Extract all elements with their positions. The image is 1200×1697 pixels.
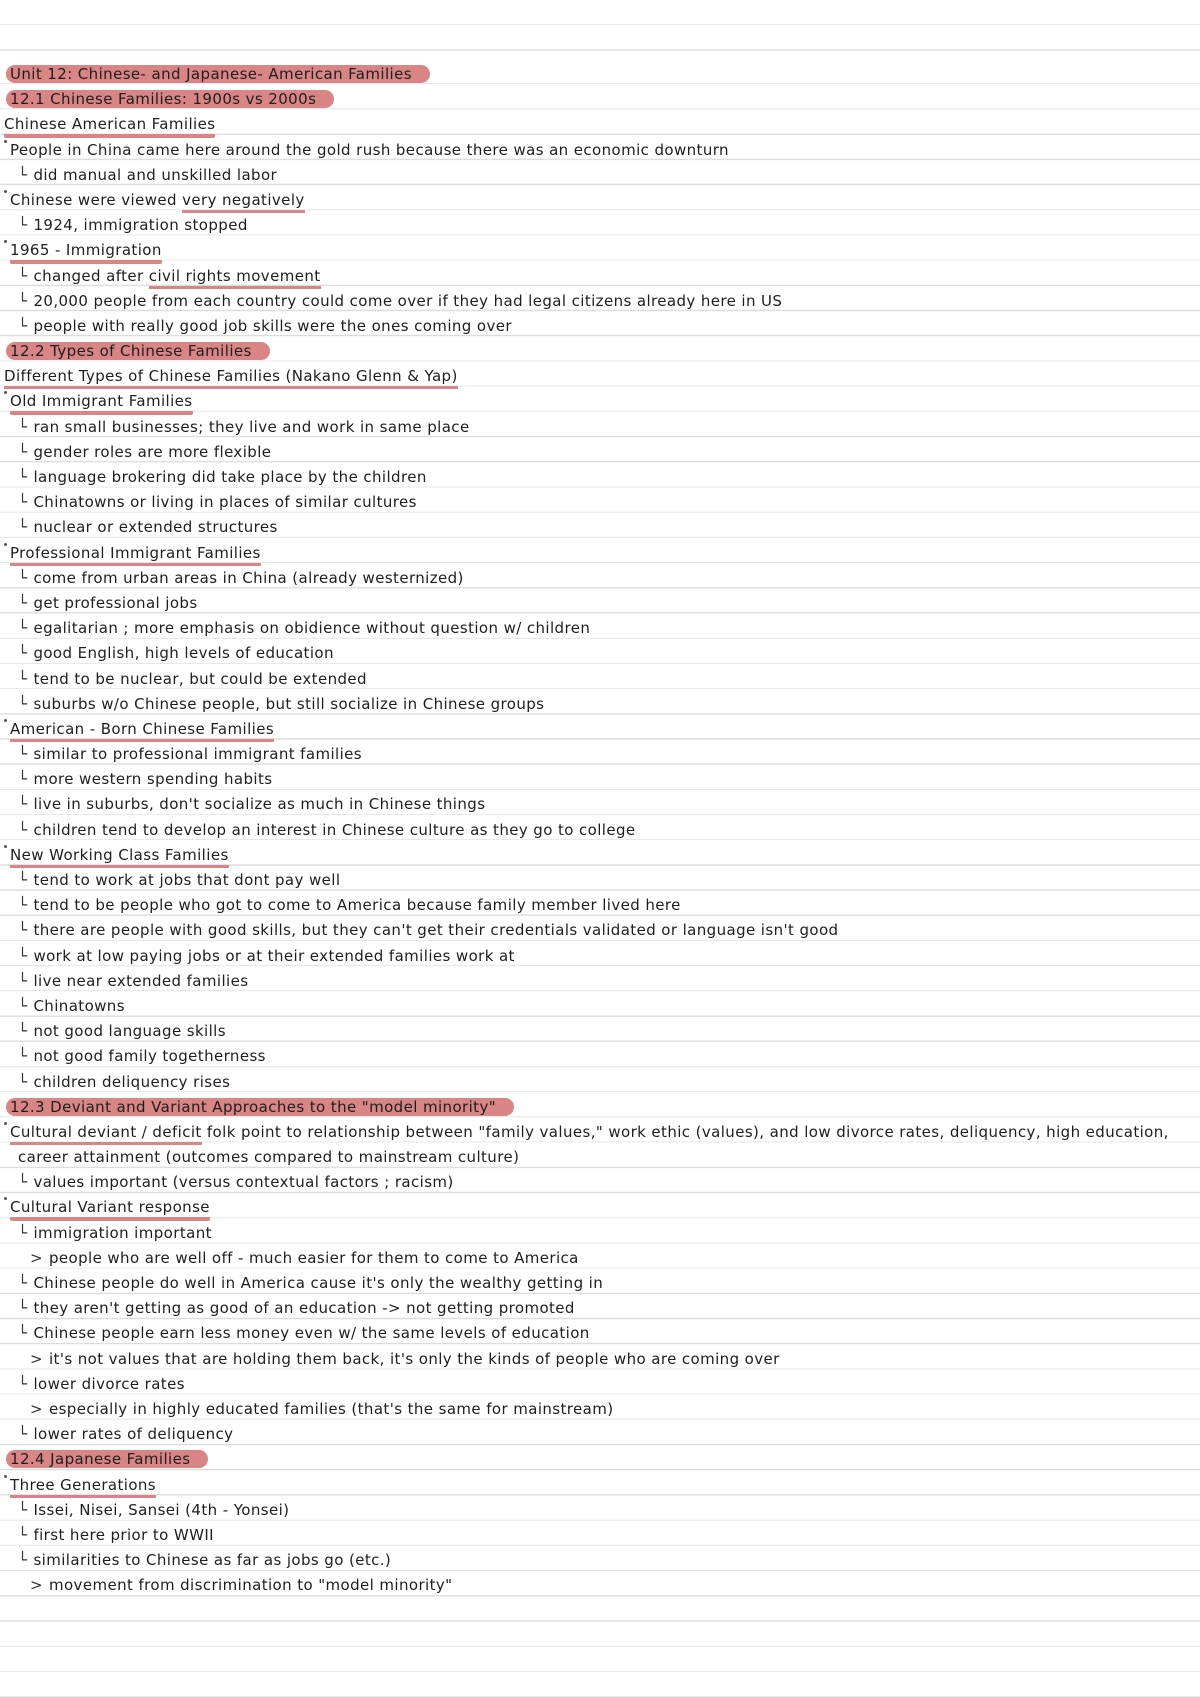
sub-bullet-icon: └: [18, 1324, 28, 1343]
arrow-bullet-icon: >: [30, 1576, 43, 1595]
note-text: there are people with good skills, but they can't get their credentials validated or language isn't good: [33, 921, 839, 940]
note-text: immigration important: [33, 1223, 212, 1242]
note-line: [0, 994, 1200, 1019]
note-text: tend to work at jobs that dont pay well: [33, 871, 341, 889]
bullet-dot-icon: [4, 190, 7, 193]
note-text: Old Immigrant Families: [10, 392, 193, 414]
sub-bullet-icon: └: [18, 694, 28, 713]
sub-bullet-icon: └: [18, 896, 28, 915]
sub-bullet-icon: └: [18, 1223, 28, 1242]
note-text: nuclear or extended structures: [33, 518, 278, 537]
note-line: [0, 893, 1200, 918]
note-text: language brokering did take place by the children: [33, 468, 427, 486]
note-line: [0, 1321, 1200, 1346]
sub-bullet-icon: └: [18, 1551, 28, 1570]
note-line: [0, 717, 1200, 742]
note-text: lower rates of deliquency: [33, 1425, 234, 1444]
note-line: [0, 515, 1200, 540]
note-line: [0, 918, 1200, 943]
sub-bullet-icon: └: [18, 1173, 28, 1192]
note-line: [0, 188, 1200, 213]
note-text: American - Born Chinese Families: [10, 720, 274, 742]
section-heading: [0, 62, 1200, 87]
sub-bullet-icon: └: [18, 669, 28, 688]
sub-bullet-icon: └: [18, 593, 28, 612]
note-text: 12.1 Chinese Families: 1900s vs 2000s: [6, 90, 334, 108]
note-text: gender roles are more flexible: [33, 442, 272, 461]
sub-bullet-icon: └: [18, 770, 28, 789]
note-text: career attainment (outcomes compared to mainstream culture): [18, 1148, 520, 1167]
note-line: [0, 1145, 1200, 1170]
note-line: [0, 667, 1200, 692]
note-line: [0, 1019, 1200, 1044]
sub-bullet-icon: └: [18, 216, 28, 235]
bullet-dot-icon: [4, 1475, 7, 1478]
note-text: children deliquency rises: [33, 1072, 231, 1091]
note-text: Chinese people earn less money even w/ the same levels of education: [33, 1324, 590, 1343]
section-heading: [0, 87, 1200, 112]
bullet-dot-icon: [4, 240, 7, 243]
bullet-dot-icon: [4, 543, 7, 546]
sub-bullet-icon: └: [18, 165, 28, 184]
bullet-dot-icon: [4, 1122, 7, 1125]
note-text: Chinese were viewed very negatively: [10, 191, 305, 213]
sub-bullet-icon: └: [18, 820, 28, 839]
note-text: 1924, immigration stopped: [33, 216, 248, 235]
note-text: Chinatowns: [33, 996, 125, 1015]
sub-bullet-icon: └: [18, 1374, 28, 1393]
note-text: children tend to develop an interest in Chinese culture as they go to college: [33, 820, 636, 839]
sub-bullet-icon: └: [18, 266, 28, 285]
note-line: [0, 742, 1200, 767]
arrow-bullet-icon: >: [30, 1349, 43, 1368]
note-text: not good language skills: [33, 1022, 226, 1041]
note-text: did manual and unskilled labor: [33, 165, 278, 184]
sub-bullet-icon: └: [18, 316, 28, 335]
note-line: [0, 138, 1200, 163]
note-line: [0, 541, 1200, 566]
note-text: they aren't getting as good of an education -> not getting promoted: [33, 1299, 575, 1318]
note-line: [0, 1246, 1200, 1271]
note-text: suburbs w/o Chinese people, but still socialize in Chinese groups: [33, 694, 545, 713]
note-line: [0, 1523, 1200, 1548]
notes-page: [0, 62, 1200, 1598]
note-text: 12.4 Japanese Families: [6, 1450, 208, 1468]
note-line: [0, 289, 1200, 314]
note-text: tend to be people who got to come to America because family member lived here: [33, 896, 681, 915]
arrow-bullet-icon: >: [30, 1399, 43, 1418]
section-heading: [0, 1095, 1200, 1120]
sub-bullet-icon: └: [18, 518, 28, 537]
note-text: Chinatowns or living in places of similar cultures: [33, 493, 417, 512]
note-text: similar to professional immigrant families: [33, 745, 362, 764]
note-text: people who are well off - much easier for them to come to America: [48, 1248, 579, 1267]
bullet-dot-icon: [4, 719, 7, 722]
section-heading: [0, 1447, 1200, 1472]
note-line: [0, 591, 1200, 616]
note-text: get professional jobs: [33, 593, 198, 612]
note-line: [0, 112, 1200, 137]
note-line: [0, 767, 1200, 792]
note-line: [0, 490, 1200, 515]
sub-bullet-icon: └: [18, 1500, 28, 1519]
note-line: [0, 389, 1200, 414]
note-text: similarities to Chinese as far as jobs go (etc.): [33, 1551, 392, 1570]
note-line: [0, 1195, 1200, 1220]
section-heading: [0, 339, 1200, 364]
sub-bullet-icon: └: [18, 619, 28, 638]
note-text: work at low paying jobs or at their extended families work at: [33, 946, 515, 965]
note-text: lower divorce rates: [33, 1374, 185, 1393]
bullet-dot-icon: [4, 1197, 7, 1200]
sub-bullet-icon: └: [18, 442, 28, 461]
note-line: [0, 1170, 1200, 1195]
note-line: [0, 1372, 1200, 1397]
sub-bullet-icon: └: [18, 1299, 28, 1318]
note-text: come from urban areas in China (already westernized): [33, 568, 464, 587]
sub-bullet-icon: └: [18, 291, 28, 310]
note-line: [0, 641, 1200, 666]
sub-bullet-icon: └: [18, 971, 28, 990]
note-line: [0, 364, 1200, 389]
note-text: Cultural Variant response: [10, 1198, 210, 1220]
note-line: [0, 1296, 1200, 1321]
underlined-phrase: civil rights movement: [149, 267, 321, 289]
note-line: [0, 792, 1200, 817]
sub-bullet-icon: └: [18, 1022, 28, 1041]
note-line: [0, 818, 1200, 843]
note-text: Chinese people do well in America cause it's only the wealthy getting in: [33, 1274, 604, 1292]
note-line: [0, 163, 1200, 188]
sub-bullet-icon: └: [18, 1525, 28, 1544]
note-text: ran small businesses; they live and work in same place: [33, 417, 470, 436]
note-text: more western spending habits: [33, 770, 273, 789]
bullet-dot-icon: [4, 845, 7, 848]
underlined-phrase: Cultural deviant / deficit: [10, 1123, 202, 1145]
note-text: live near extended families: [33, 971, 249, 990]
note-line: [0, 868, 1200, 893]
note-line: [0, 1422, 1200, 1447]
note-text: people with really good job skills were the ones coming over: [33, 316, 512, 335]
sub-bullet-icon: └: [18, 946, 28, 965]
note-line: [0, 843, 1200, 868]
note-text: good English, high levels of education: [33, 644, 334, 663]
note-line: [0, 1070, 1200, 1095]
sub-bullet-icon: └: [18, 1047, 28, 1066]
sub-bullet-icon: └: [18, 644, 28, 663]
note-line: [0, 566, 1200, 591]
sub-bullet-icon: └: [18, 417, 28, 436]
note-text: Issei, Nisei, Sansei (4th - Yonsei): [33, 1500, 290, 1519]
note-text: 1965 - Immigration: [10, 241, 162, 263]
note-line: [0, 440, 1200, 465]
note-text: 20,000 people from each country could come over if they had legal citizens already here in US: [33, 291, 783, 310]
note-text: values important (versus contextual factors ; racism): [33, 1173, 454, 1192]
note-text: People in China came here around the gold rush because there was an economic downturn: [10, 140, 729, 159]
bullet-dot-icon: [4, 140, 7, 143]
note-text: especially in highly educated families (that's the same for mainstream): [48, 1399, 614, 1418]
note-line: [0, 1498, 1200, 1523]
note-line: [0, 944, 1200, 969]
note-text: Professional Immigrant Families: [10, 544, 261, 566]
sub-bullet-icon: └: [18, 1274, 28, 1292]
bullet-dot-icon: [4, 391, 7, 394]
note-text: Chinese American Families: [4, 115, 215, 137]
sub-bullet-icon: └: [18, 568, 28, 587]
sub-bullet-icon: └: [18, 468, 28, 486]
sub-bullet-icon: └: [18, 1072, 28, 1091]
sub-bullet-icon: └: [18, 996, 28, 1015]
note-text: Cultural deviant / deficit folk point to relationship between "family values," work ethic (values), and low divorce rates, deliquency, high education,: [10, 1123, 1169, 1145]
note-line: [0, 1397, 1200, 1422]
note-line: [0, 238, 1200, 263]
note-line: [0, 616, 1200, 641]
note-line: [0, 213, 1200, 238]
note-line: [0, 1573, 1200, 1598]
sub-bullet-icon: └: [18, 493, 28, 512]
note-line: [0, 692, 1200, 717]
note-line: [0, 1120, 1200, 1145]
note-line: [0, 1473, 1200, 1498]
note-text: Unit 12: Chinese- and Japanese- American Families: [6, 65, 430, 83]
note-text: live in suburbs, don't socialize as much in Chinese things: [33, 795, 486, 814]
sub-bullet-icon: └: [18, 745, 28, 764]
note-text: Three Generations: [10, 1476, 156, 1498]
note-line: [0, 1221, 1200, 1246]
note-text: 12.3 Deviant and Variant Approaches to the "model minority": [6, 1098, 514, 1116]
note-text: egalitarian ; more emphasis on obidience without question w/ children: [33, 619, 591, 638]
note-line: [0, 415, 1200, 440]
note-text: Different Types of Chinese Families (Nakano Glenn & Yap): [4, 367, 458, 389]
note-line: [0, 264, 1200, 289]
note-text: 12.2 Types of Chinese Families: [6, 342, 270, 360]
sub-bullet-icon: └: [18, 871, 28, 889]
note-text: not good family togetherness: [33, 1047, 266, 1066]
note-text: it's not values that are holding them back, it's only the kinds of people who are coming over: [48, 1349, 780, 1368]
sub-bullet-icon: └: [18, 921, 28, 940]
note-text: changed after civil rights movement: [33, 267, 320, 289]
note-text: movement from discrimination to "model minority": [48, 1576, 453, 1595]
note-line: [0, 1347, 1200, 1372]
sub-bullet-icon: └: [18, 1425, 28, 1444]
underlined-phrase: very negatively: [182, 191, 305, 213]
note-text: New Working Class Families: [10, 846, 229, 868]
sub-bullet-icon: └: [18, 795, 28, 814]
arrow-bullet-icon: >: [30, 1248, 43, 1267]
note-line: [0, 314, 1200, 339]
note-line: [0, 465, 1200, 490]
note-line: [0, 969, 1200, 994]
note-text: tend to be nuclear, but could be extended: [33, 669, 367, 688]
note-line: [0, 1271, 1200, 1296]
note-line: [0, 1044, 1200, 1069]
note-line: [0, 1548, 1200, 1573]
note-text: first here prior to WWII: [33, 1525, 214, 1544]
